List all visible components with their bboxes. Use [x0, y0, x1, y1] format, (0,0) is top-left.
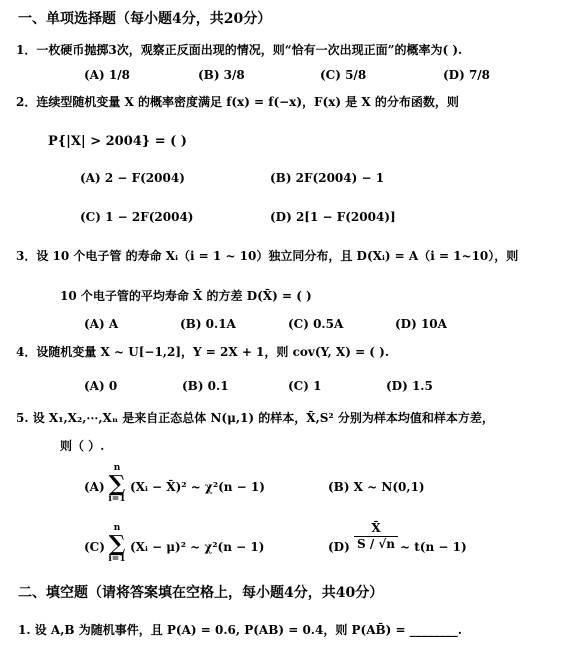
- q2-option-a: (A) 2 − F(2004): [80, 171, 185, 185]
- question-2-stem: 2．连续型随机变量 X 的概率密度满足 f(x) = f(−x)，F(x) 是 X 的分布函数，则: [16, 95, 459, 109]
- fraction-denominator: S / √n: [356, 537, 395, 552]
- q5-option-d-fraction: [354, 522, 398, 551]
- q1-option-c: (C) 5/8: [320, 68, 367, 82]
- section-1-title: 一、单项选择题（每小题4分，共20分）: [18, 11, 272, 27]
- question-3-stem-line2: 10 个电子管的平均寿命 X̄ 的方差 D(X̄) = ( ): [60, 289, 312, 303]
- q5-option-c-summation: [106, 524, 128, 564]
- q4-option-b: (B) 0.1: [182, 379, 229, 393]
- q4-option-c: (C) 1: [288, 379, 322, 393]
- q1-option-d: (D) 7/8: [443, 68, 491, 82]
- fill-in-question-1: 1. 设 A,B 为随机事件，且 P(A) = 0.6, P(AB) = 0.4，则 P(AB̄) = ________.: [18, 623, 462, 637]
- sum-upper-limit: n: [113, 523, 121, 533]
- question-1-stem: 1．一枚硬币抛掷3次，观察正反面出现的情况，则“恰有一次出现正面”的概率为( ).: [16, 43, 463, 57]
- q5-option-d-label: (D): [328, 540, 350, 554]
- summation-icon: ∑: [108, 471, 126, 497]
- question-3-stem: 3．设 10 个电子管 的寿命 Xᵢ（i = 1 ~ 10）独立同分布，且 D(Xᵢ) = A（i = 1~10），则: [16, 249, 519, 263]
- q5-option-b: (B) X ~ N(0,1): [328, 480, 425, 494]
- question-4-stem: 4．设随机变量 X ~ U[−1,2]，Y = 2X + 1，则 cov(Y, X) = ( ).: [16, 345, 390, 359]
- question-2-stem-line2: P{|X| > 2004} = ( ): [48, 134, 187, 149]
- q1-option-a: (A) 1/8: [84, 68, 130, 82]
- q2-option-d: (D) 2[1 − F(2004)]: [270, 210, 396, 224]
- q5-option-a-expression: (Xᵢ − X̄)² ~ χ²(n − 1): [130, 480, 265, 494]
- sum-upper-limit: n: [113, 463, 121, 473]
- summation-icon: ∑: [108, 531, 126, 557]
- q4-option-d: (D) 1.5: [386, 379, 433, 393]
- q3-option-c: (C) 0.5A: [288, 317, 344, 331]
- sum-lower-limit: i=1: [108, 494, 126, 504]
- q3-option-a: (A) A: [84, 317, 119, 331]
- q5-option-a-label: (A): [84, 480, 105, 494]
- q2-option-b: (B) 2F(2004) − 1: [270, 171, 385, 185]
- q2-option-c: (C) 1 − 2F(2004): [80, 210, 194, 224]
- q3-option-d: (D) 10A: [395, 317, 447, 331]
- question-5-stem: 5. 设 X₁,X₂,⋯,Xₙ 是来自正态总体 N(μ,1) 的样本，X̄,S² 分别为样本均值和样本方差，: [16, 411, 494, 425]
- sum-lower-limit: i=1: [108, 554, 126, 564]
- fraction-numerator: X̄: [371, 521, 381, 535]
- q5-option-d-tail: ~ t(n − 1): [400, 540, 467, 554]
- q5-option-c-expression: (Xᵢ − μ)² ~ χ²(n − 1): [130, 540, 265, 554]
- question-5-stem-line2: 则（ ）.: [60, 439, 105, 453]
- section-2-title: 二、填空题（请将答案填在空格上，每小题4分，共40分）: [18, 585, 384, 601]
- q3-option-b: (B) 0.1A: [180, 317, 236, 331]
- q5-option-a-summation: [106, 464, 128, 504]
- q4-option-a: (A) 0: [84, 379, 118, 393]
- q5-option-c-label: (C): [84, 540, 105, 554]
- q1-option-b: (B) 3/8: [198, 68, 245, 82]
